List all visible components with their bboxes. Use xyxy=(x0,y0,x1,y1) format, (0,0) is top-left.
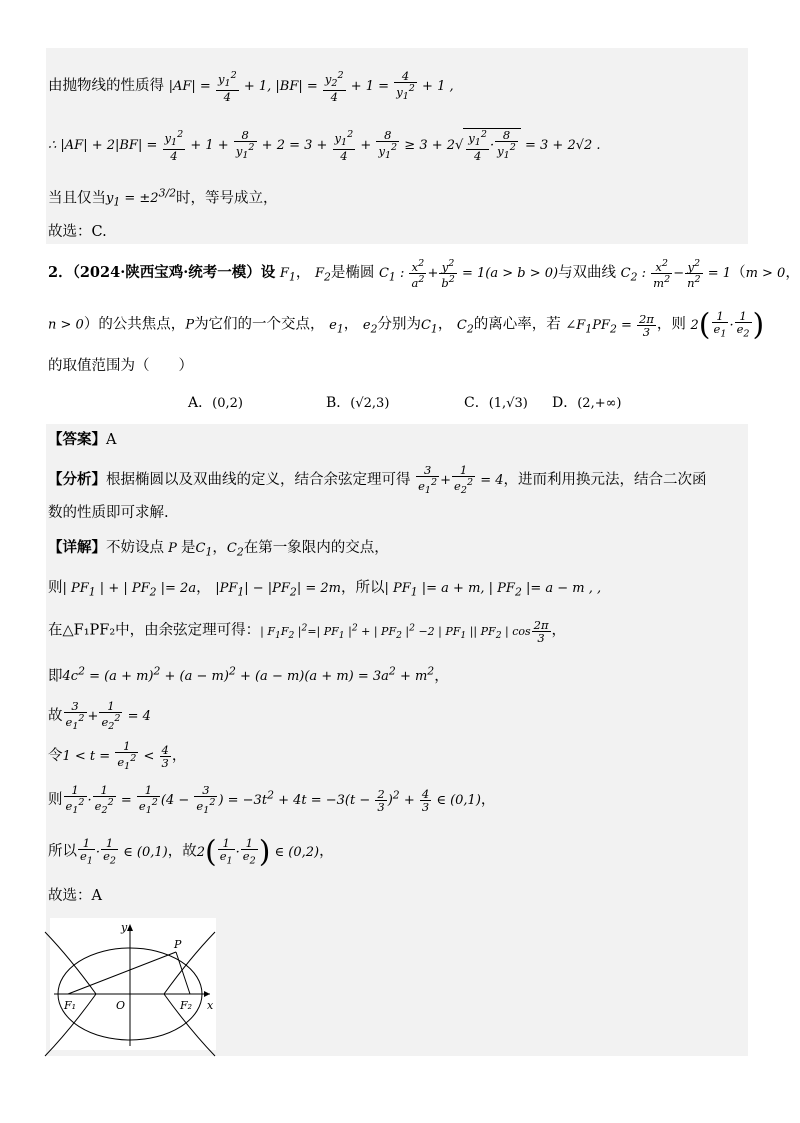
text-segment: 与双曲线 xyxy=(558,264,617,281)
detail-line-7: 则 $\frac{1}{e_1^2}$ · $\frac{1}{e_2^2}$ = $\frac{1}{e_1^2}$ (4 − $\frac{3}{e_1^2}$ ) = $-3t^2 + 4t = -3(t$ − $\frac{2}{3}$ )$^2$ + $\frac{4}{3}$ ∈ (0,1)， xyxy=(48,783,496,817)
text-segment: 为它们的一个交点， xyxy=(194,316,325,333)
detail-tag: 【详解】 xyxy=(48,539,106,556)
text-segment: 故 xyxy=(48,708,63,725)
text-segment: ，故 xyxy=(167,843,197,860)
option-c[interactable] xyxy=(464,393,528,414)
math-expression: $C_2$ xyxy=(226,541,244,559)
label-y: y xyxy=(121,921,128,934)
text-segment: 不妨设点 xyxy=(106,540,164,556)
question-2-line-1: 2．（2024·陕西宝鸡·统考一模）设 $F_1$， $F_2$是椭圆 $C_1$ : $\frac{x^2}{a^2}$ + $\frac{y^2}{b^2}$ = 1(a > b > 0)与双曲线 $C_2$ : $\frac{x^2}{m^2}$ − $\frac{y^2}{n^2}$ = 1（m > 0， xyxy=(48,258,800,290)
math-expression: $4c^2 = (a + m)^2 + (a - m)^2 + (a - m)(a + m) = 3a^2 + m^2$ xyxy=(62,665,435,685)
label-f2: F₂ xyxy=(180,999,193,1012)
question-2-line-3: 的取值范围为（ ） xyxy=(48,358,193,374)
detail-line-6: 令1 < t = $\frac{1}{e_1^2}$ < $\frac{4}{3}$ ， xyxy=(48,739,187,773)
math-expression: $|PF_1| - |PF_2| = 2m$ xyxy=(215,581,341,599)
option-value: (√2,3) xyxy=(350,396,390,411)
math-expression: $F_1$ xyxy=(279,265,296,284)
text-segment: 分别为 xyxy=(377,316,421,333)
math-expression: $\frac{3}{e_1^2}$ + $\frac{1}{e_2^2}$ = 4 xyxy=(418,463,504,497)
text-segment: 的离心率，若 xyxy=(473,316,561,333)
question-number: 2．（2024·陕西宝鸡·统考一模）设 xyxy=(48,263,276,281)
math-expression: $\frac{3}{e_1^2}$ + $\frac{1}{e_2^2}$ = 4 xyxy=(65,699,151,733)
math-expression: ∴ |AF| + 2|BF| = $\frac{y_1^2}{4}$ + 1 + $\frac{8}{y_1^2}$ + 2 = 3 + $\frac{y_1^2}{4}$ + $\frac{8}{y_1^2}$ ≥ 3 + 2√ $\frac{y_1^2}{4}$ · $\frac{8}{y_1^2}$ = 3 + 2√2 . xyxy=(48,127,601,164)
math-expression: 2( $\frac{1}{e_1}$ · $\frac{1}{e_2}$ ) ∈ (0,2) xyxy=(196,834,320,870)
option-value: (2,+∞) xyxy=(577,396,622,411)
answer-value: A xyxy=(106,432,117,448)
segment-pf2 xyxy=(176,952,190,994)
y-axis-arrow xyxy=(127,924,133,931)
math-expression: P xyxy=(185,317,195,333)
text-segment: 由抛物线的性质得 xyxy=(48,78,164,95)
text-segment: ，则 xyxy=(656,316,686,333)
math-expression: $C_1$ xyxy=(195,541,213,559)
label-f1: F₁ xyxy=(64,999,77,1012)
detail-line-4: 即$4c^2 = (a + m)^2 + (a - m)^2 + (a - m)(a + m) = 3a^2 + m^2$， xyxy=(48,665,449,685)
math-expression: $C_2$ xyxy=(456,317,474,336)
math-expression: |AF| = $\frac{y_1^2}{4}$ + 1, |BF| = $\frac{y_2^2}{4}$ + 1 = $\frac{4}{y_1^2}$ + 1 , xyxy=(168,69,454,105)
math-expression: | $PF_1$ | + | $PF_2$ |= 2a xyxy=(62,581,197,599)
text-segment: 在△F₁PF₂中，由余弦定理可得： xyxy=(48,622,261,639)
math-expression: P xyxy=(164,541,182,556)
detail-line-8: 所以 $\frac{1}{e_1}$ · $\frac{1}{e_2}$ ∈ (0,1)，故2( $\frac{1}{e_1}$ · $\frac{1}{e_2}$ ) ∈ (0,2)， xyxy=(48,834,334,870)
math-expression: $\angle F_1PF_2$ = $\frac{2\pi}{3}$ xyxy=(565,311,654,339)
x-axis-arrow xyxy=(204,991,210,997)
analysis-line-1 xyxy=(48,464,707,497)
math-expression: 2( $\frac{1}{e_1}$ · $\frac{1}{e_2}$ ) xyxy=(690,307,765,343)
ellipse-hyperbola-figure xyxy=(50,918,216,1050)
text-segment: 时，等号成立， xyxy=(176,190,278,207)
option-d[interactable] xyxy=(552,393,622,414)
math-expression: $F_2$ xyxy=(314,265,331,284)
math-expression: | $PF_1$ |= a + m, | $PF_2$ |= a − m , , xyxy=(384,581,602,599)
text-segment: 是椭圆 xyxy=(330,264,375,281)
text-segment: 根据椭圆以及双曲线的定义，结合余弦定理可得 xyxy=(106,472,411,489)
option-value: (0,2) xyxy=(212,396,243,411)
math-expression: $e_1$ xyxy=(329,317,344,336)
text-segment: 令 xyxy=(48,748,63,765)
answer-line xyxy=(48,430,116,450)
option-label: B． xyxy=(326,395,351,411)
math-expression: $C_1$ xyxy=(420,317,438,336)
solution-line-4: 故选：C. xyxy=(48,224,107,240)
label-p: P xyxy=(174,938,182,951)
math-expression: $y_1 = \pm 2^{3/2}$ xyxy=(106,187,177,209)
detail-line-5 xyxy=(48,700,151,733)
detail-line-1: 【详解】不妨设点 P 是$C_1$，$C_2$在第一象限内的交点， xyxy=(48,539,389,559)
answer-tag: 【答案】 xyxy=(48,431,106,448)
text-segment: 在第一象限内的交点， xyxy=(243,540,389,556)
math-expression: $\frac{1}{e_1}$ · $\frac{1}{e_2}$ ∈ (0,1) xyxy=(80,836,168,867)
text-segment: 则 xyxy=(48,792,63,809)
option-label: D． xyxy=(552,395,578,411)
math-expression: $C_1$ : $\frac{x^2}{a^2}$ + $\frac{y^2}{b^2}$ = 1(a > b > 0) xyxy=(378,258,559,290)
math-expression: 1 < t = $\frac{1}{e_1^2}$ < $\frac{4}{3}$ xyxy=(62,739,169,773)
analysis-tag: 【分析】 xyxy=(48,471,106,489)
text-segment: ，所以 xyxy=(340,580,385,596)
figure-svg xyxy=(50,918,216,1050)
text-segment: 则 xyxy=(48,580,63,596)
text-segment: 是 xyxy=(181,540,196,556)
question-2-line-2: n > 0）的公共焦点，P为它们的一个交点， $e_1$， $e_2$分别为$C_1$， $C_2$的离心率，若 $\angle F_1PF_2$ = $\frac{2\pi}{3}$ ，则 2( $\frac{1}{e_1}$ · $\frac{1}{e_2}$ ) xyxy=(48,307,765,343)
text-segment: 所以 xyxy=(48,843,77,860)
detail-line-2: 则| $PF_1$ | + | $PF_2$ |= 2a， $|PF_1| - |PF_2| = 2m$，所以| $PF_1$ |= a + m, | $PF_2$ |= a − m , , xyxy=(48,580,602,599)
option-value: (1,√3) xyxy=(488,396,528,411)
math-expression: n > 0 xyxy=(48,317,84,333)
analysis-line-2: 数的性质即可求解. xyxy=(48,505,169,521)
math-expression: $C_2$ : $\frac{x^2}{m^2}$ − $\frac{y^2}{n^2}$ = 1 xyxy=(620,258,732,290)
math-expression: | $F_1F_2$ $|^2=|$ $PF_1$ $|^2$ + | $PF_2$ $|^2 -2$ | $PF_1$ || $PF_2$ | cos $\frac{2\pi}{3}$ xyxy=(260,618,549,646)
option-label: A． xyxy=(188,395,213,411)
math-expression: $e_2$ xyxy=(362,317,378,336)
label-x: x xyxy=(207,999,214,1012)
label-o: O xyxy=(116,999,126,1012)
option-b[interactable] xyxy=(326,393,389,414)
solution-line-2 xyxy=(48,128,601,162)
solution-line-1 xyxy=(48,70,454,103)
option-label: C． xyxy=(464,395,489,411)
text-segment: ，进而利用换元法，结合二次函 xyxy=(503,472,707,489)
text-segment: 当且仅当 xyxy=(48,190,106,207)
detail-line-3: 在△F₁PF₂中，由余弦定理可得：| $F_1F_2$ $|^2=|$ $PF_1$ $|^2$ + | $PF_2$ $|^2 -2$ | $PF_1$ || $PF_2$ | cos $\frac{2\pi}{3}$ ， xyxy=(48,618,567,646)
detail-line-9: 故选：A xyxy=(48,888,102,904)
text-segment: 即 xyxy=(48,668,63,685)
text-segment: 的公共焦点， xyxy=(98,316,186,333)
math-expression: $\frac{1}{e_1^2}$ · $\frac{1}{e_2^2}$ = $\frac{1}{e_1^2}$ (4 − $\frac{3}{e_1^2}$ ) = $-3t^2 + 4t = -3(t$ − $\frac{2}{3}$ )$^2$ + $\frac{4}{3}$ ∈ (0,1) xyxy=(65,783,481,817)
option-a[interactable] xyxy=(188,393,243,414)
solution-line-3 xyxy=(48,184,278,213)
